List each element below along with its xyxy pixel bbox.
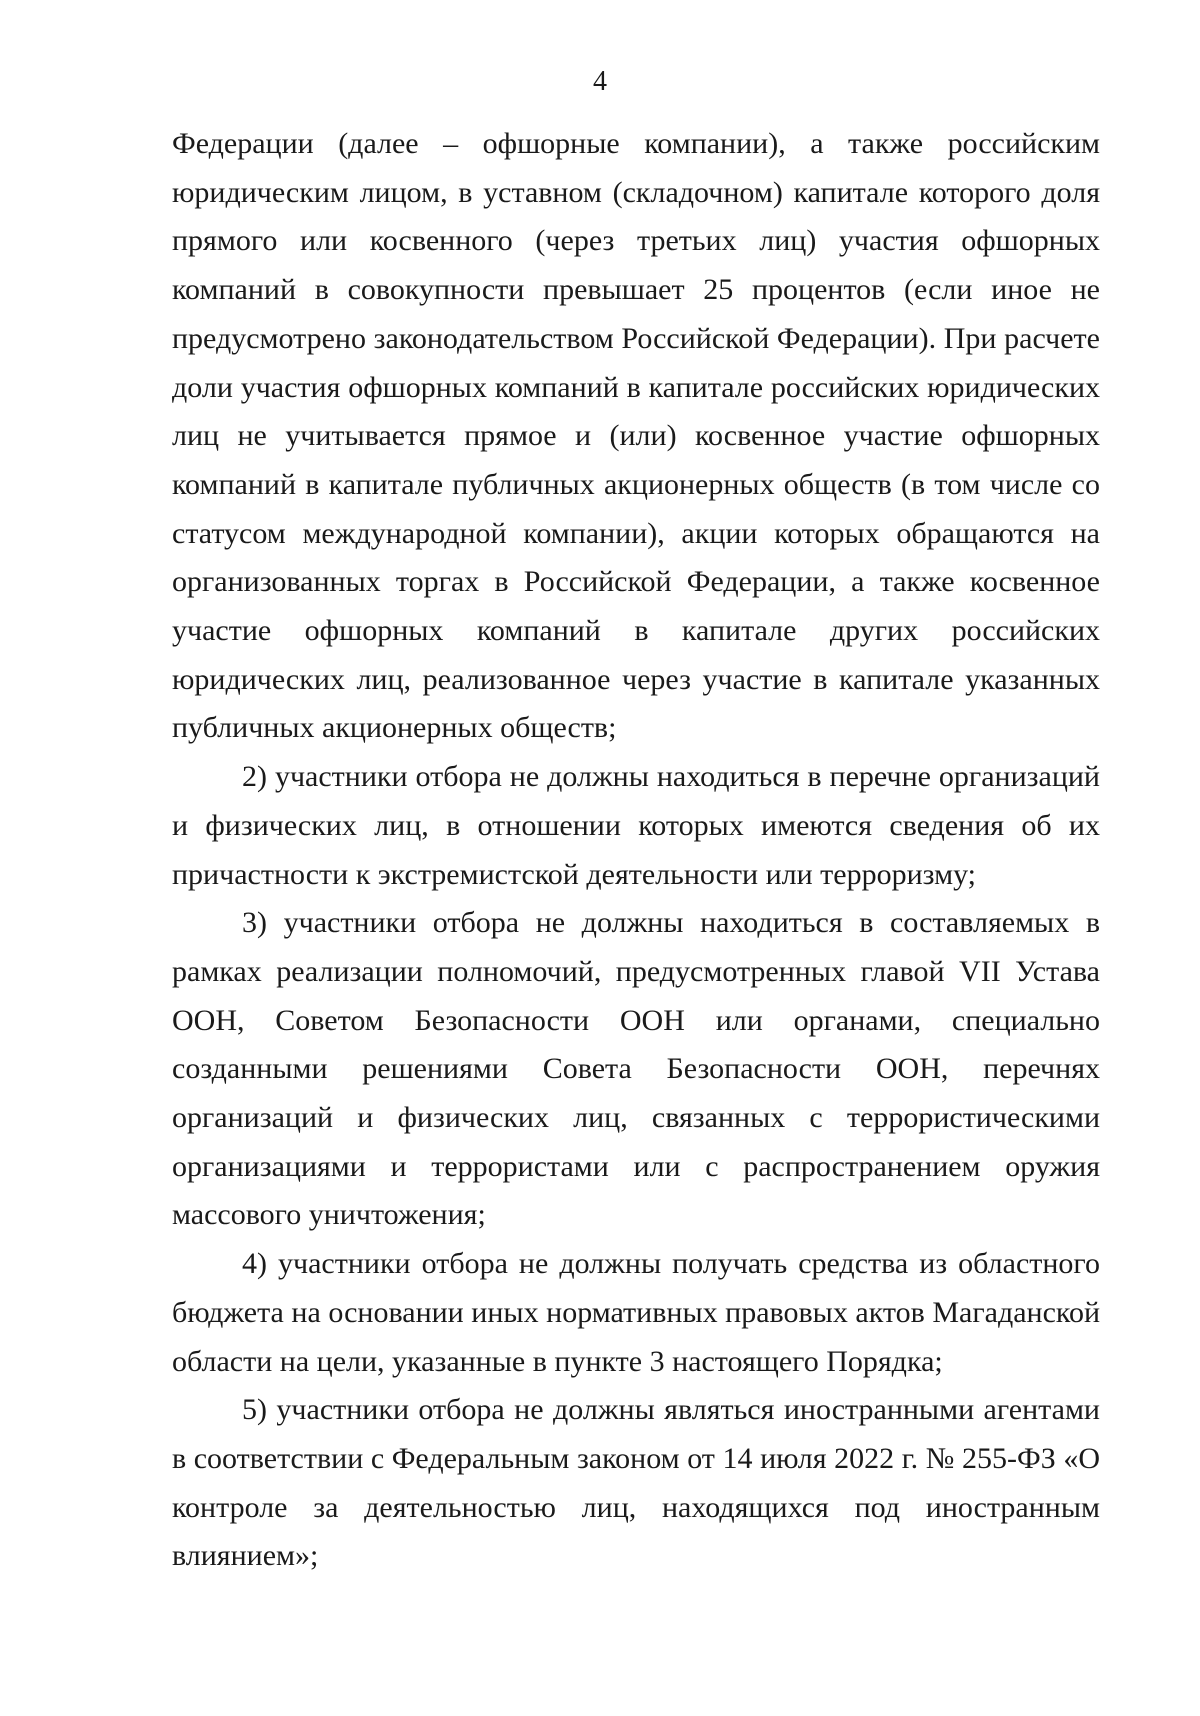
page-number: 4: [593, 66, 607, 97]
document-body: [172, 120, 1100, 1581]
paragraph-continuation: Федерации (далее – офшорные компании), а также российским юридическим лицом, в уставном (складочном) капитале которого доля прямого или косвенного (через третьих лиц) участия офшорных компаний в совокупности превышает 25 процентов (если иное не предусмотрено законодательством Российской Федерации). При расчете доли участия офшорных компаний в капитале российских юридических лиц не учитывается прямое и (или) косвенное участие офшорных компаний в капитале публичных акционерных обществ (в том числе со статусом международной компании), акции которых обращаются на организованных торгах в Российской Федерации, а также косвенное участие офшорных компаний в капитале других российских юридических лиц, реализованное через участие в капитале указанных публичных акционерных обществ;: [172, 127, 1100, 745]
paragraph-item-4: 4) участники отбора не должны получать средства из областного бюджета на основании иных нормативных правовых актов Магаданской области на цели, указанные в пункте 3 настоящего Порядка;: [172, 1247, 1100, 1378]
paragraph-item-5: 5) участники отбора не должны являться иностранными агентами в соответствии с Федеральным законом от 14 июля 2022 г. № 255-ФЗ «О контроле за деятельностью лиц, находящихся под иностранным влиянием»;: [172, 1393, 1100, 1573]
paragraph-item-3: 3) участники отбора не должны находиться в составляемых в рамках реализации полномочий, предусмотренных главой VII Устава ООН, Советом Безопасности ООН или органами, специально созданными решениями Совета Безопасности ООН, перечнях организаций и физических лиц, связанных с террористическими организациями и террористами или с распространением оружия массового уничтожения;: [172, 906, 1100, 1232]
paragraph-item-2: 2) участники отбора не должны находиться в перечне организаций и физических лиц, в отношении которых имеются сведения об их причастности к экстремистской деятельности или терроризму;: [172, 760, 1100, 891]
